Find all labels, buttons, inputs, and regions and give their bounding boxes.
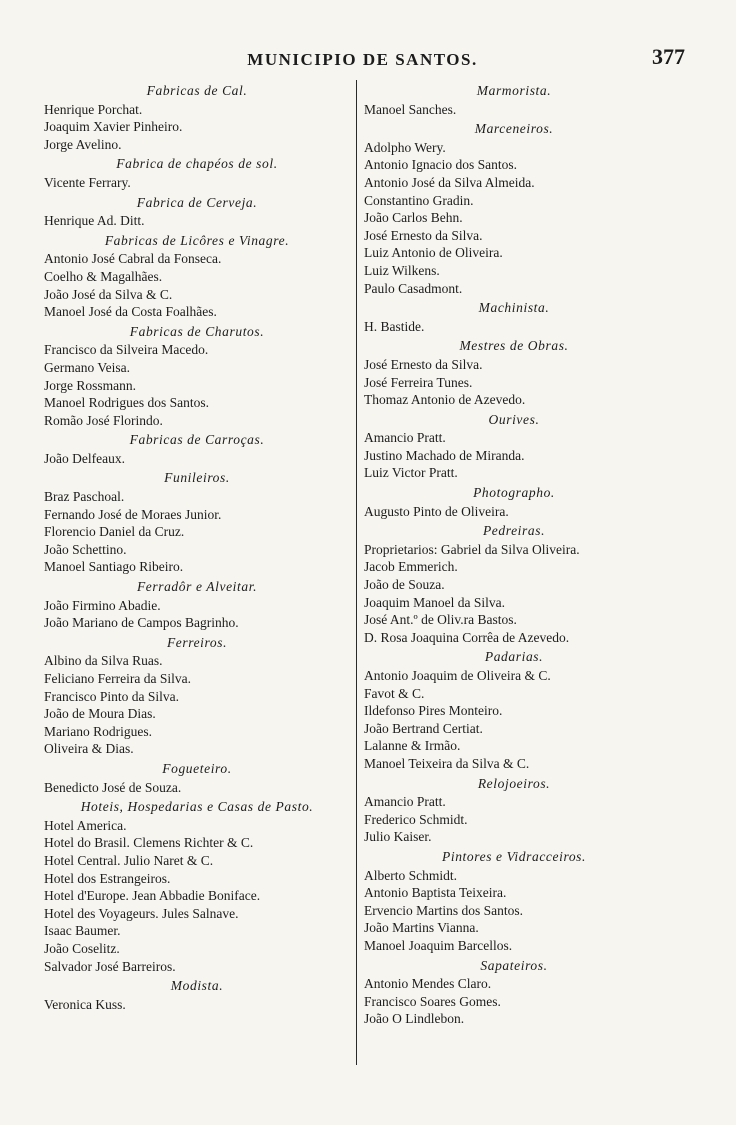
directory-entry: Hotel dos Estrangeiros. bbox=[44, 870, 171, 886]
directory-entry: João de Moura Dias. bbox=[44, 706, 156, 722]
directory-entry: Hotel d'Europe. Jean Abbadie Boniface. bbox=[44, 888, 261, 904]
section-heading: Ourives. bbox=[488, 411, 540, 427]
directory-entry: Antonio Joaquim de Oliveira & C. bbox=[364, 668, 551, 683]
directory-entry: João O Lindlebon. bbox=[364, 1011, 465, 1027]
directory-entry: Romão José Florindo. bbox=[44, 412, 163, 428]
directory-entry: Mariano Rodrigues. bbox=[44, 723, 152, 739]
directory-entry: Manoel Teixeira da Silva & C. bbox=[364, 755, 530, 771]
directory-section bbox=[364, 484, 664, 520]
directory-entry: Alberto Schmidt. bbox=[364, 867, 457, 883]
directory-entry: Paulo Casadmont. bbox=[364, 280, 463, 296]
directory-section bbox=[364, 337, 664, 408]
directory-entry: Augusto Pinto de Oliveira. bbox=[364, 503, 509, 519]
section-heading: Mestres de Obras. bbox=[459, 338, 569, 354]
directory-entry: Antonio Ignacio dos Santos. bbox=[364, 157, 517, 173]
directory-entry: José Ernesto da Silva. bbox=[364, 227, 483, 243]
directory-entry: Henrique Ad. Ditt. bbox=[44, 213, 145, 229]
directory-section bbox=[44, 760, 350, 796]
section-heading: Ferradôr e Alveitar. bbox=[136, 579, 258, 595]
directory-entry: José Ernesto da Silva. bbox=[364, 356, 483, 372]
directory-entry: Ervencio Martins dos Santos. bbox=[364, 902, 523, 918]
section-heading: Photographo. bbox=[473, 485, 555, 501]
section-heading: Fabrica de Cerveja. bbox=[136, 194, 258, 210]
directory-entry: Thomaz Antonio de Azevedo. bbox=[364, 392, 526, 408]
directory-section bbox=[44, 232, 350, 321]
directory-entry: Hotel America. bbox=[44, 817, 127, 833]
section-heading: Fabricas de Cal. bbox=[146, 83, 248, 98]
directory-entry: Benedicto José de Souza. bbox=[44, 779, 182, 795]
directory-entry: Francisco Soares Gomes. bbox=[364, 993, 501, 1009]
section-heading: Relojoeiros. bbox=[477, 775, 551, 791]
page-number: 377 bbox=[652, 44, 685, 69]
directory-section bbox=[44, 323, 350, 430]
directory-section bbox=[364, 299, 664, 335]
directory-section bbox=[364, 648, 664, 772]
directory-section bbox=[364, 775, 664, 846]
directory-entry: Joaquim Manoel da Silva. bbox=[364, 594, 505, 610]
directory-entry: Adolpho Wery. bbox=[364, 139, 446, 155]
directory-entry: João Bertrand Certiat. bbox=[364, 720, 483, 736]
directory-entry: Hotel do Brasil. Clemens Richter & C. bbox=[44, 835, 254, 851]
directory-entry: José Ant.º de Oliv.ra Bastos. bbox=[364, 612, 517, 628]
section-heading: Ferreiros. bbox=[166, 634, 228, 650]
directory-entry: Veronica Kuss. bbox=[44, 996, 126, 1012]
directory-section bbox=[364, 82, 664, 118]
directory-entry: Manoel Santiago Ribeiro. bbox=[44, 559, 184, 575]
directory-entry: João Mariano de Campos Bagrinho. bbox=[44, 615, 239, 631]
directory-entry: Hotel Central. Julio Naret & C. bbox=[44, 852, 214, 868]
section-heading: Hoteis, Hospedarias e Casas de Pasto. bbox=[80, 799, 314, 815]
directory-section bbox=[364, 957, 664, 1028]
page-title: MUNICIPIO DE SANTOS. bbox=[247, 50, 478, 69]
directory-entry: José Ferreira Tunes. bbox=[364, 374, 473, 390]
directory-entry: Francisco da Silveira Macedo. bbox=[44, 342, 209, 358]
page-header bbox=[40, 44, 685, 74]
directory-entry: Justino Machado de Miranda. bbox=[364, 447, 525, 463]
directory-entry: João Martins Vianna. bbox=[364, 920, 479, 936]
directory-entry: Manoel Rodrigues dos Santos. bbox=[44, 395, 209, 411]
directory-entry: Jacob Emmerich. bbox=[364, 559, 458, 575]
directory-section bbox=[44, 469, 350, 576]
directory-entry: Francisco Pinto da Silva. bbox=[44, 688, 179, 704]
directory-section bbox=[364, 120, 664, 297]
directory-entry: Luiz Wilkens. bbox=[364, 262, 440, 278]
directory-entry: Salvador José Barreiros. bbox=[44, 958, 176, 974]
directory-entry: Henrique Porchat. bbox=[44, 101, 143, 117]
directory-section bbox=[44, 578, 350, 632]
directory-entry: D. Rosa Joaquina Corrêa de Azevedo. bbox=[364, 629, 570, 645]
directory-entry: Amancio Pratt. bbox=[364, 430, 446, 446]
directory-entry: Florencio Daniel da Cruz. bbox=[44, 524, 185, 540]
directory-entry: Coelho & Magalhães. bbox=[44, 268, 163, 284]
directory-entry: João Firmino Abadie. bbox=[44, 597, 161, 613]
directory-entry: Antonio José Cabral da Fonseca. bbox=[44, 251, 222, 267]
directory-section bbox=[364, 848, 664, 955]
directory-section bbox=[44, 155, 350, 191]
directory-entry: Albino da Silva Ruas. bbox=[44, 653, 163, 669]
directory-section bbox=[44, 977, 350, 1013]
directory-entry: Fernando José de Moraes Junior. bbox=[44, 506, 222, 522]
directory-entry: Joaquim Xavier Pinheiro. bbox=[44, 119, 183, 135]
directory-entry: João Coselitz. bbox=[44, 940, 120, 956]
directory-entry: Germano Veisa. bbox=[44, 359, 130, 375]
directory-section bbox=[364, 522, 664, 646]
right-column bbox=[364, 80, 664, 1028]
section-heading: Marceneiros. bbox=[474, 121, 554, 137]
directory-entry: Constantino Gradin. bbox=[364, 192, 474, 208]
section-heading: Marmorista. bbox=[476, 83, 552, 98]
directory-entry: Antonio Mendes Claro. bbox=[364, 976, 492, 992]
directory-entry: João José da Silva & C. bbox=[44, 286, 173, 302]
directory-section bbox=[44, 431, 350, 467]
directory-entry: João de Souza. bbox=[364, 577, 445, 593]
directory-entry: Luiz Victor Pratt. bbox=[364, 465, 458, 481]
directory-section bbox=[44, 82, 350, 153]
directory-entry: João Carlos Behn. bbox=[364, 210, 463, 226]
directory-entry: Proprietarios: Gabriel da Silva Oliveira. bbox=[364, 541, 580, 557]
section-heading: Pintores e Vidracceiros. bbox=[442, 848, 586, 864]
directory-entry: Manoel Joaquim Barcellos. bbox=[364, 937, 513, 953]
directory-entry: Isaac Baumer. bbox=[44, 923, 121, 939]
section-heading: Modista. bbox=[170, 978, 224, 994]
section-heading: Fabricas de Carroças. bbox=[129, 432, 265, 448]
section-heading: Fabrica de chapéos de sol. bbox=[116, 156, 278, 172]
directory-entry: Feliciano Ferreira da Silva. bbox=[44, 671, 191, 686]
directory-entry: Vicente Ferrary. bbox=[44, 174, 131, 190]
directory-section bbox=[44, 798, 350, 975]
directory-entry: Frederico Schmidt. bbox=[364, 811, 468, 827]
directory-entry: João Schettino. bbox=[44, 541, 127, 557]
section-heading: Funileiros. bbox=[164, 470, 230, 486]
directory-entry: Amancio Pratt. bbox=[364, 794, 446, 810]
section-heading: Fabricas de Licôres e Vinagre. bbox=[104, 232, 290, 248]
directory-entry: Jorge Rossmann. bbox=[44, 377, 137, 393]
directory-section bbox=[44, 634, 350, 758]
section-heading: Pedreiras. bbox=[482, 523, 546, 539]
directory-section bbox=[44, 194, 350, 230]
section-heading: Fabricas de Charutos. bbox=[129, 323, 265, 339]
left-column bbox=[44, 80, 350, 1013]
directory-entry: Manoel José da Costa Foalhães. bbox=[44, 304, 217, 320]
directory-entry: H. Bastide. bbox=[364, 318, 425, 334]
directory-entry: Luiz Antonio de Oliveira. bbox=[364, 245, 503, 261]
directory-entry: Favot & C. bbox=[364, 685, 425, 701]
column-divider bbox=[356, 80, 357, 1065]
section-heading: Padarias. bbox=[484, 649, 544, 665]
directory-entry: Oliveira & Dias. bbox=[44, 741, 134, 757]
directory-entry: Jorge Avelino. bbox=[44, 136, 122, 152]
section-heading: Machinista. bbox=[478, 300, 550, 316]
directory-entry: Ildefonso Pires Monteiro. bbox=[364, 703, 503, 719]
directory-entry: Hotel des Voyageurs. Jules Salnave. bbox=[44, 905, 239, 921]
directory-entry: Antonio José da Silva Almeida. bbox=[364, 174, 535, 190]
directory-entry: Braz Paschoal. bbox=[44, 489, 125, 505]
directory-section bbox=[364, 411, 664, 482]
section-heading: Sapateiros. bbox=[480, 957, 548, 973]
directory-entry: Lalanne & Irmão. bbox=[364, 738, 461, 754]
directory-entry: João Delfeaux. bbox=[44, 450, 125, 466]
directory-entry: Manoel Sanches. bbox=[364, 101, 457, 117]
directory-entry: Antonio Baptista Teixeira. bbox=[364, 885, 507, 901]
section-heading: Fogueteiro. bbox=[162, 760, 232, 776]
directory-entry: Julio Kaiser. bbox=[364, 829, 432, 845]
